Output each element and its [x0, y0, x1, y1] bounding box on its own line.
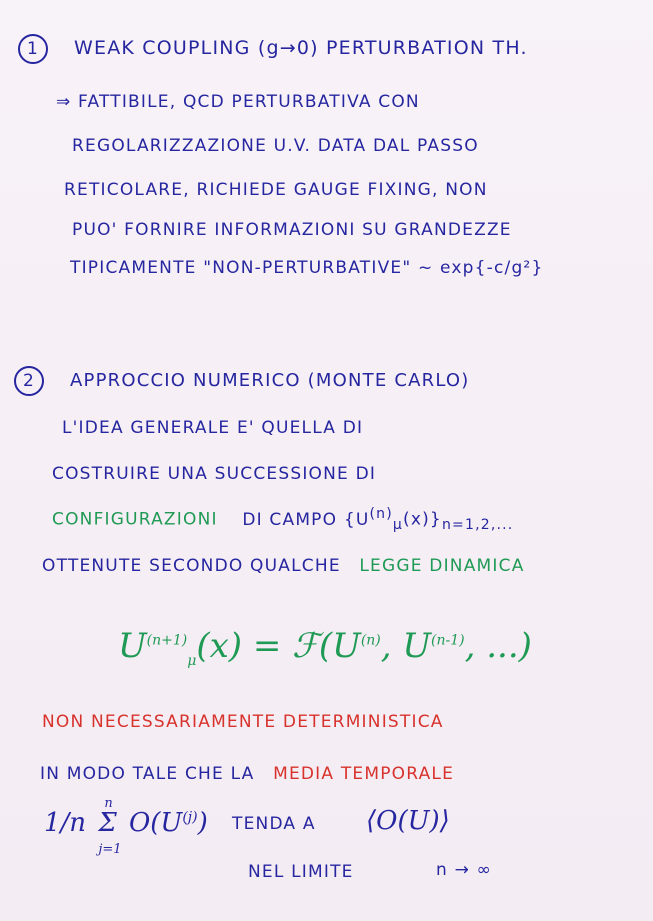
avg-fraction: 1/n	[44, 808, 87, 838]
average-target: ⟨O(U)⟩	[366, 806, 450, 836]
avg-expression: O(U	[128, 808, 183, 838]
not-deterministic-text: NON NECESSARIAMENTE DETERMINISTICA	[42, 712, 444, 732]
formula-lhs: U	[118, 626, 147, 666]
tend-to-text: TENDA A	[232, 814, 316, 834]
obtained-text: OTTENUTE SECONDO QUALCHE	[42, 556, 341, 576]
formula-rhs: (x) = ℱ(U	[196, 626, 361, 666]
field-sup: (n)	[369, 506, 393, 522]
section1-line-1: ⇒ FATTIBILE, QCD PERTURBATIVA CON	[56, 92, 420, 112]
section1-line-5: TIPICAMENTE "NON-PERTURBATIVE" ~ exp{-c/g²}	[70, 258, 544, 278]
section2-line-4	[42, 556, 525, 576]
section2-heading	[14, 366, 470, 396]
section2-line-1: L'IDEA GENERALE E' QUELLA DI	[62, 418, 364, 438]
formula-rhs-sup1: (n)	[360, 632, 381, 649]
section2-title: APPROCCIO NUMERICO (MONTE CARLO)	[70, 370, 470, 391]
section2-line-2: COSTRUIRE UNA SUCCESSIONE DI	[52, 464, 377, 484]
update-formula	[118, 626, 532, 669]
average-formula	[44, 796, 208, 857]
avg-sum-bottom: j=1	[98, 842, 122, 857]
formula-lhs-sup: (n+1)	[146, 632, 188, 649]
limit-expression: n → ∞	[436, 860, 492, 880]
field-text: DI CAMPO {U	[242, 509, 370, 530]
section2-line-3	[52, 506, 513, 533]
avg-sum	[98, 796, 122, 857]
section2-line-6	[40, 764, 454, 784]
section2-number: 2	[14, 366, 44, 396]
avg-expression-sup: (j)	[182, 809, 198, 826]
formula-lhs-sub: μ	[187, 652, 197, 669]
field-sub: μ	[392, 517, 403, 534]
limit-text: NEL LIMITE	[248, 862, 354, 882]
dynamic-law-text: LEGGE DINAMICA	[359, 556, 525, 576]
field-index: n=1,2,...	[441, 517, 514, 534]
time-average-text: MEDIA TEMPORALE	[273, 764, 455, 784]
section1-title: WEAK COUPLING (g→0) PERTURBATION TH.	[74, 37, 528, 59]
section1-line-4: PUO' FORNIRE INFORMAZIONI SU GRANDEZZE	[72, 220, 512, 240]
formula-end: , ...)	[464, 626, 532, 666]
section1-number: 1	[18, 34, 48, 64]
formula-mid: , U	[380, 626, 432, 666]
section1-line-2: REGOLARIZZAZIONE U.V. DATA DAL PASSO	[72, 136, 479, 156]
in-such-way-text: IN MODO TALE CHE LA	[40, 764, 255, 784]
field-tail: (x)}	[403, 509, 442, 530]
section1-line-3: RETICOLARE, RICHIEDE GAUGE FIXING, NON	[64, 180, 488, 200]
configurations-word: CONFIGURAZIONI	[52, 509, 218, 530]
avg-sum-symbol: Σ	[98, 808, 117, 838]
formula-rhs-sup2: (n-1)	[431, 632, 465, 649]
avg-sum-top: n	[104, 796, 113, 811]
section1-heading	[18, 34, 528, 64]
avg-expression-close: )	[197, 808, 208, 838]
